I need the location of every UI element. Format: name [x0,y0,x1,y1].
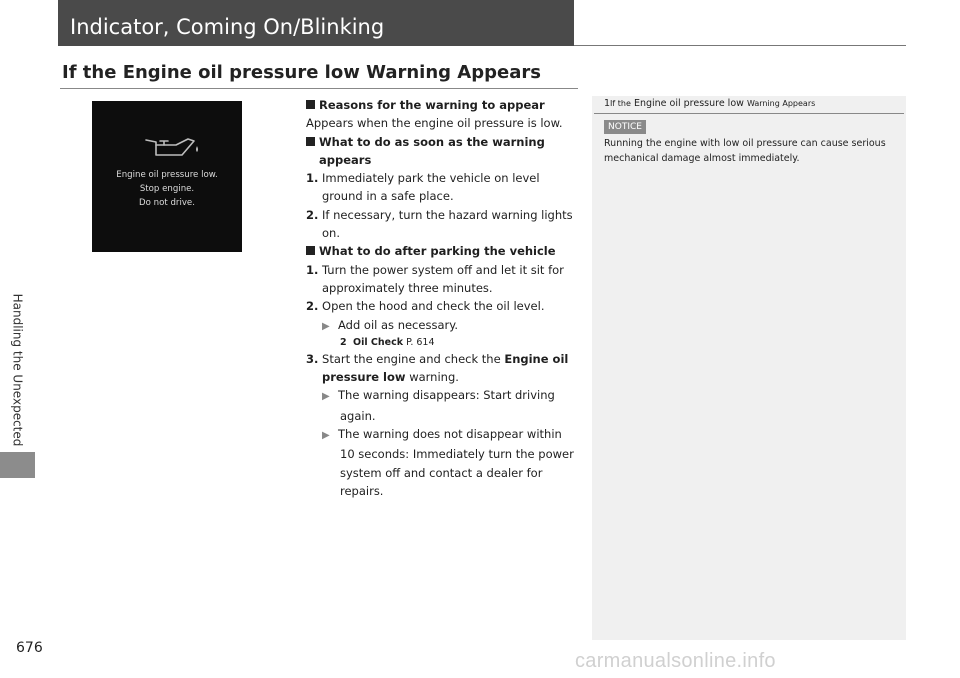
display-message [92,168,242,210]
arrow-right-icon: ▶ [322,320,330,332]
section-rule [60,88,578,89]
arrow-right-icon: ▶ [322,391,330,403]
reference-page: P. 614 [406,336,435,348]
side-tab-marker [0,452,35,478]
side-note [592,96,906,640]
reasons-text: Appears when the engine oil pressure is low. [306,116,563,131]
note-marker-icon: 1 [604,98,611,109]
header-rule [574,45,906,46]
reference-title: Oil Check [353,336,404,348]
notice-badge: NOTICE [604,120,646,134]
page-title: Indicator, Coming On/Blinking [70,15,385,39]
after-step-2: 2. Open the hood and check the oil level. [306,299,545,314]
side-tab [0,0,36,678]
watermark: carmanualsonline.info [575,650,776,672]
square-bullet-icon [306,100,315,109]
oil-check-reference[interactable] [306,336,580,350]
todo-heading: What to do as soon as the warning appears [306,133,580,170]
todo-step-1: 1. Immediately park the vehicle on level ground in a safe place. [306,171,540,204]
note-text: Running the engine with low oil pressure can cause serious mechanical damage almost immediately. [604,138,886,164]
display-line: Stop engine. [139,184,195,194]
after-step-3-sub-2: ▶ The warning does not disappear within 10 seconds: Immediately turn the power system off and contact a dealer for repairs. [322,427,574,498]
note-title: 1If the Engine oil pressure low Warning Appears [604,98,816,109]
after-step-2-sub: ▶ Add oil as necessary. [306,316,580,336]
square-bullet-icon [306,246,315,255]
section-heading: If the Engine oil pressure low Warning Appears [62,62,541,83]
display-line: Engine oil pressure low. [116,170,218,180]
after-heading: What to do after parking the vehicle [306,242,580,260]
oil-can-icon [142,131,202,161]
after-step-3-sub-1: ▶ The warning disappears: Start driving again. [322,388,555,423]
reference-icon: 2 [340,336,347,348]
main-content [306,96,580,500]
todo-step-2: 2. If necessary, turn the hazard warning lights on. [306,207,573,241]
square-bullet-icon [306,137,315,146]
reasons-heading: Reasons for the warning to appear [306,96,580,114]
note-rule [594,113,904,114]
after-step-3: 3. Start the engine and check the Engine oil pressure low warning. [306,351,569,385]
page-header [58,0,574,46]
page-number: 676 [16,640,43,656]
warning-display-image [92,101,242,252]
display-line: Do not drive. [139,198,195,208]
arrow-right-icon: ▶ [322,430,330,442]
after-step-1: 1. Turn the power system off and let it sit for approximately three minutes. [306,262,564,295]
side-tab-label: Handling the Unexpected [10,293,24,447]
